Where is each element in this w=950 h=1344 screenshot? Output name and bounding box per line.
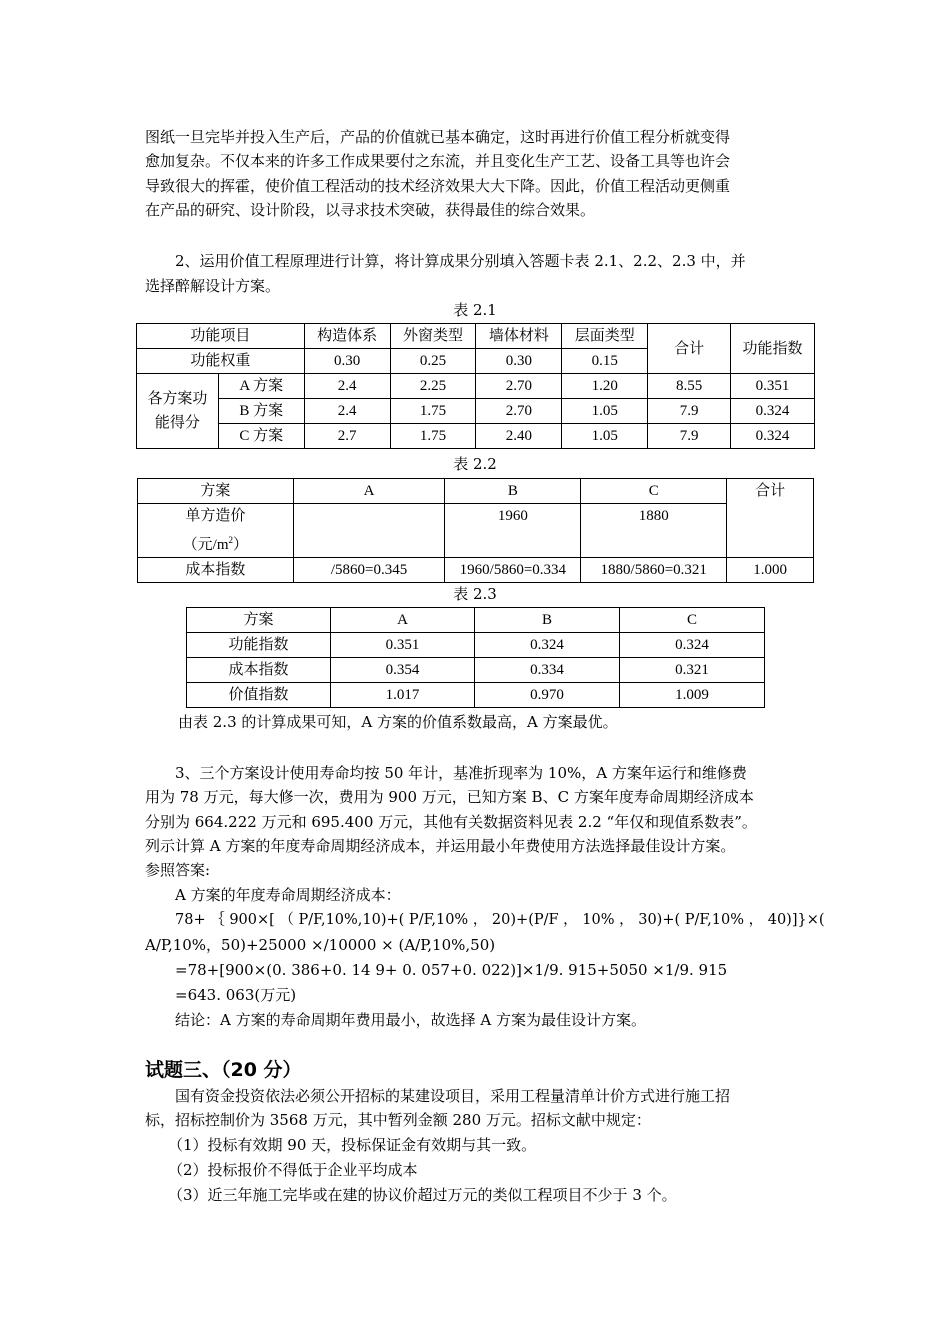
table1-cell: 2.70 bbox=[476, 374, 562, 399]
table1-header-layer: 层面类型 bbox=[562, 324, 648, 349]
table2-cost-a: /5860=0.345 bbox=[293, 558, 445, 583]
table1-header-structure: 构造体系 bbox=[304, 324, 390, 349]
section3-line-2: 标，招标控制价为 3568 万元，其中暂列金额 280 万元。招标文献中规定： bbox=[145, 1111, 651, 1129]
table-2-2 bbox=[137, 478, 814, 583]
section3-title: 试题三、（20 分） bbox=[145, 1059, 302, 1081]
table1-header-index: 功能指数 bbox=[731, 324, 815, 374]
table1-group-label bbox=[137, 374, 219, 449]
table3-header-c: C bbox=[620, 608, 765, 633]
q3-line-4: 列示计算 A 方案的年度寿命周期经济成本，并运用最小年费使用方法选择最佳设计方案。 bbox=[145, 837, 736, 855]
table1-cell: 0.30 bbox=[304, 349, 390, 374]
table3-cell: 0.324 bbox=[475, 633, 620, 658]
table1-header-wall: 墙体材料 bbox=[476, 324, 562, 349]
table2-price-label bbox=[138, 504, 294, 558]
intro-line-2: 愈加复杂。不仅本来的许多工作成果要付之东流，并且变化生产工艺、设备工具等也许会 bbox=[145, 152, 731, 170]
table3-row-name: 价值指数 bbox=[187, 683, 331, 708]
table1-cell: 2.40 bbox=[476, 424, 562, 449]
table1-header-total: 合计 bbox=[648, 324, 731, 374]
table2-price-label-sup: 2 bbox=[228, 535, 233, 545]
intro-line-1: 图纸一旦完毕并投入生产后，产品的价值就已基本确定，这时再进行价值工程分析就变得 bbox=[145, 128, 731, 146]
table1-cell: 0.351 bbox=[731, 374, 815, 399]
table1-cell: 1.75 bbox=[390, 399, 476, 424]
q2-line-2: 选择醉解设计方案。 bbox=[145, 277, 281, 295]
table2-header-a: A bbox=[293, 479, 445, 504]
q3-formula-1: 78+ ｛ 900×[ （ P/F,10%,10)+( P/F,10% ， 20)+(P/F ， 10% ， 30)+( P/F,10% ， 40)]}×( bbox=[175, 912, 825, 928]
table2-header-plan: 方案 bbox=[138, 479, 294, 504]
table1-cell: 2.4 bbox=[304, 399, 390, 424]
table1-group-label-line2: 能得分 bbox=[154, 415, 200, 431]
section3-item-1: （1）投标有效期 90 天，投标保证金有效期与其一致。 bbox=[168, 1136, 537, 1154]
intro-line-3: 导致很大的挥霍，使价值工程活动的技术经济效果大大下降。因此，价值工程活动更侧重 bbox=[145, 177, 731, 195]
table1-cell: 7.9 bbox=[648, 424, 731, 449]
table2-price-c: 1880 bbox=[581, 504, 727, 558]
table1-row-name: C 方案 bbox=[218, 424, 304, 449]
table2-price-label-unit: （元/m bbox=[182, 537, 229, 553]
table1-cell: 0.30 bbox=[476, 349, 562, 374]
table3-cell: 0.334 bbox=[475, 658, 620, 683]
table3-header-plan: 方案 bbox=[187, 608, 331, 633]
table3-cell: 1.009 bbox=[620, 683, 765, 708]
table1-cell: 2.70 bbox=[476, 399, 562, 424]
table3-cell: 1.017 bbox=[331, 683, 475, 708]
table3-cell: 0.351 bbox=[331, 633, 475, 658]
table2-header-total: 合计 bbox=[727, 479, 814, 558]
table3-cell: 0.324 bbox=[620, 633, 765, 658]
table3-cell: 0.970 bbox=[475, 683, 620, 708]
table1-cell: 2.25 bbox=[390, 374, 476, 399]
q3-line-6: A 方案的年度寿命周期经济成本： bbox=[175, 886, 401, 904]
table2-price-a bbox=[293, 504, 445, 558]
table2-header-c: C bbox=[581, 479, 727, 504]
table1-group-label-line1: 各方案功 bbox=[147, 391, 208, 407]
table1-cell: 0.324 bbox=[731, 424, 815, 449]
table1-row-name: A 方案 bbox=[218, 374, 304, 399]
table-2-1 bbox=[136, 323, 815, 449]
table1-caption: 表 2.1 bbox=[453, 301, 497, 319]
table2-cost-c: 1880/5860=0.321 bbox=[581, 558, 727, 583]
section3-line-1: 国有资金投资依法必须公开招标的某建设项目，采用工程量清单计价方式进行施工招 bbox=[175, 1087, 731, 1105]
section3-item-2: （2）投标报价不得低于企业平均成本 bbox=[168, 1161, 418, 1179]
table3-caption: 表 2.3 bbox=[453, 585, 497, 603]
table1-cell: 2.4 bbox=[304, 374, 390, 399]
table2-cost-label: 成本指数 bbox=[138, 558, 294, 583]
q3-formula-4: =643. 063(万元) bbox=[175, 986, 297, 1004]
table1-cell: 1.20 bbox=[562, 374, 648, 399]
table2-cost-b: 1960/5860=0.334 bbox=[445, 558, 581, 583]
table3-cell: 0.354 bbox=[331, 658, 475, 683]
table2-caption: 表 2.2 bbox=[453, 455, 497, 473]
table1-header-window: 外窗类型 bbox=[390, 324, 476, 349]
table1-header-item: 功能项目 bbox=[137, 324, 305, 349]
table1-row-name: B 方案 bbox=[218, 399, 304, 424]
table-2-3 bbox=[186, 607, 765, 708]
table2-price-b: 1960 bbox=[445, 504, 581, 558]
table2-price-label-close: ） bbox=[233, 537, 249, 553]
table3-cell: 0.321 bbox=[620, 658, 765, 683]
q3-line-1: 3、三个方案设计使用寿命均按 50 年计，基准折现率为 10%，A 方案年运行和维修费 bbox=[175, 764, 747, 782]
q3-formula-2: A/P,10%，50)+25000 ×/10000 × (A/P,10%,50) bbox=[145, 936, 496, 954]
q3-line-3: 分别为 664.222 万元和 695.400 万元，其他有关数据资料见表 2.2 “年仅和现值系数表”。 bbox=[145, 813, 757, 831]
table1-cell: 1.05 bbox=[562, 424, 648, 449]
q3-line-2: 用为 78 万元，每大修一次，费用为 900 万元，已知方案 B、C 方案年度寿命周期经济成本 bbox=[145, 788, 754, 806]
table3-row-name: 功能指数 bbox=[187, 633, 331, 658]
q3-formula-3: =78+[900×(0. 386+0. 14 9+ 0. 057+0. 022)]×1/9. 915+5050 ×1/9. 915 bbox=[175, 961, 728, 979]
table3-header-b: B bbox=[475, 608, 620, 633]
table1-cell: 0.25 bbox=[390, 349, 476, 374]
q2-line-1: 2、运用价值工程原理进行计算，将计算成果分别填入答题卡表 2.1、2.2、2.3 中，并 bbox=[175, 252, 746, 270]
table1-weight-label: 功能权重 bbox=[137, 349, 305, 374]
table3-row-name: 成本指数 bbox=[187, 658, 331, 683]
table1-cell: 0.15 bbox=[562, 349, 648, 374]
table1-cell: 1.05 bbox=[562, 399, 648, 424]
table2-cost-total: 1.000 bbox=[727, 558, 814, 583]
table2-price-label-line1: 单方造价 bbox=[185, 508, 246, 524]
table2-header-b: B bbox=[445, 479, 581, 504]
table3-conclusion: 由表 2.3 的计算成果可知，A 方案的价值系数最高，A 方案最优。 bbox=[178, 713, 618, 731]
table3-header-a: A bbox=[331, 608, 475, 633]
table1-cell: 0.324 bbox=[731, 399, 815, 424]
q3-line-5: 参照答案: bbox=[145, 861, 211, 879]
q3-conclusion: 结论：A 方案的寿命周期年费用最小，故选择 A 方案为最佳设计方案。 bbox=[175, 1011, 646, 1029]
section3-item-3: （3）近三年施工完毕或在建的协议价超过万元的类似工程项目不少于 3 个。 bbox=[168, 1186, 677, 1204]
table1-cell: 7.9 bbox=[648, 399, 731, 424]
table1-cell: 8.55 bbox=[648, 374, 731, 399]
table1-cell: 1.75 bbox=[390, 424, 476, 449]
table1-cell: 2.7 bbox=[304, 424, 390, 449]
intro-line-4: 在产品的研究、设计阶段，以寻求技术突破，获得最佳的综合效果。 bbox=[145, 201, 596, 219]
